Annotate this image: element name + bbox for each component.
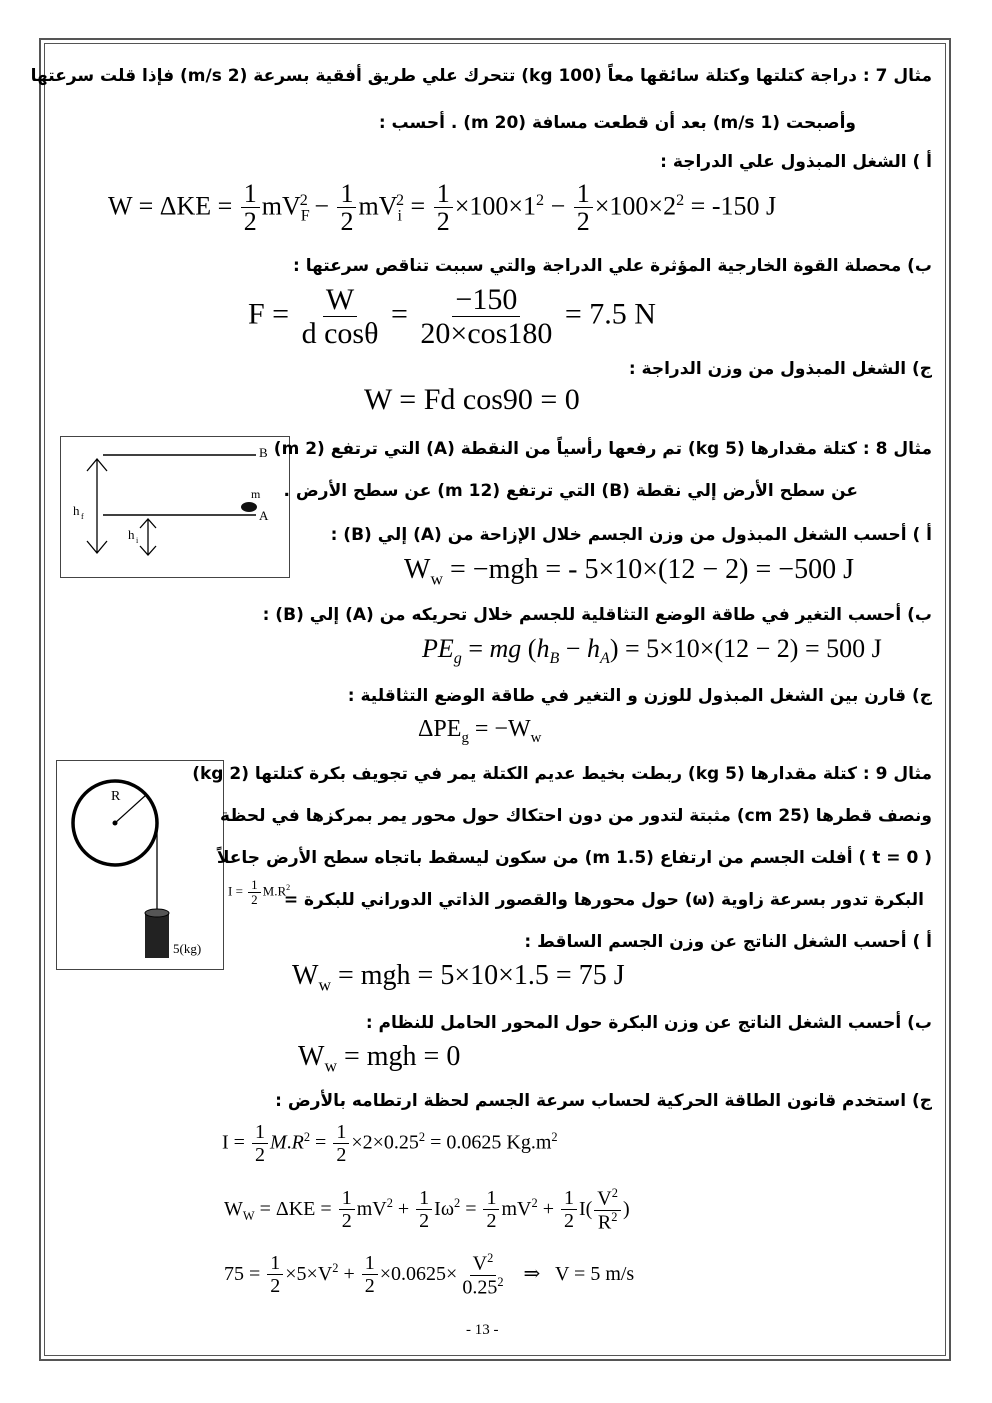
label-hf-sub: f	[81, 512, 84, 521]
ex7-equation-b: F = $\frac{W}{\text{d cosθ}}$ = $\frac{-150}{20\times\cos 180}$ = 7.5 N	[248, 283, 656, 350]
ex9-question-a: أ ) أحسب الشغل الناتج عن وزن الجسم الساقط :	[524, 932, 932, 952]
ex8-question-c: ج) قارن بين الشغل المبذول للوزن و التغير في طاقة الوضع التثاقلية :	[347, 686, 932, 706]
ex9-line4: البكرة تدور بسرعة زاوية (ω) حول محورها والقصور الذاتي الدوراني للبكرة =	[283, 890, 924, 910]
ex9-question-c: ج) استخدم قانون الطاقة الحركية لحساب سرعة الجسم لحظة ارتطامه بالأرض :	[275, 1091, 932, 1111]
ex9-line1: مثال 9 : كتلة مقدارها (5 kg) ربطت بخيط عديم الكتلة يمر في تجويف بكرة كتلتها (2 kg)	[192, 764, 932, 784]
pulley-diagram	[57, 761, 222, 968]
page-number: - 13 -	[466, 1322, 499, 1338]
ex7-question-b: ب) محصلة القوة الخارجية المؤثرة علي الدراجة والتي سببت تناقص سرعتها :	[292, 256, 932, 276]
ex8-figure	[60, 436, 290, 578]
label-hf: h	[73, 503, 80, 518]
hanging-mass	[145, 913, 169, 958]
ex9-equation-b: $W_w$ = mgh = 0	[298, 1041, 461, 1076]
ex8-equation-b: $PE_g$ = mg $(h_B - h_A) = 5\times 10\times(12 - 2) = 500$ J	[422, 634, 882, 668]
label-m: m	[251, 487, 261, 501]
ex7-line1: مثال 7 : دراجة كتلتها وكتلة سائقها معاً (100 kg) تتحرك علي طريق أفقية بسرعة (2 m/s) فإذا قلت سرعتها	[30, 66, 932, 86]
label-mass: 5(kg)	[173, 941, 202, 956]
ex7-equation-a: W = ΔKE = $\frac{1}{2}$ $mV_F^2$ − $\frac{1}{2}$ $mV_i^2$ = $\frac{1}{2}$ $\times 100\times 1^2$ − $\frac{1}{2}$ $\times 100\times 2^2 = -150$ J	[108, 179, 777, 237]
ex7-question-a: أ ) الشغل المبذول علي الدراجة :	[660, 152, 932, 172]
ex9-line2: ونصف قطرها (25 cm) مثبتة لتدور من دون احتكاك حول محور يمر بمركزها في لحظة	[220, 806, 932, 826]
mass-dot	[241, 502, 257, 512]
ex9-line3: ( t = 0 ) أفلت الجسم من ارتفاع (1.5 m) من سكون ليسقط باتجاه سطح الأرض جاعلاً	[216, 848, 932, 868]
ex8-equation-a: $W_w = -mgh$ = - 5×10×(12 − 2) = −500 J	[404, 554, 854, 589]
ex8-equation-c: $\Delta PE_g = -W_w$	[418, 716, 542, 746]
ex8-line1: مثال 8 : كتلة مقدارها (5 kg) تم رفعها رأسياً من النقطة (A) التي ترتفع (2 m)	[273, 439, 932, 459]
label-a: A	[259, 508, 269, 523]
height-diagram	[61, 437, 288, 576]
ex9-question-b: ب) أحسب الشغل الناتج عن وزن البكرة حول المحور الحامل للنظام :	[365, 1013, 932, 1033]
ex7-question-c: ج) الشغل المبذول من وزن الدراجة :	[628, 359, 932, 379]
ex9-figure	[56, 760, 224, 970]
ex9-equation-inertia: I = $\frac{1}{2}$ $M.R^2$ = $\frac{1}{2}$ $\times 2\times 0.25^2 = 0.0625$ $Kg.m^2$	[222, 1121, 558, 1166]
ex8-question-b: ب) أحسب التغير في طاقة الوضع التثاقلية للجسم خلال تحريكه من (A) إلي (B) :	[262, 605, 932, 625]
label-r: R	[111, 789, 121, 804]
ex8-line2: عن سطح الأرض إلي نقطة (B) التي ترتفع (12 m) عن سطح الأرض .	[283, 481, 858, 501]
ex7-equation-c: W = Fd cos90 = 0	[364, 383, 580, 416]
ex7-line2: وأصبحت (1 m/s) بعد أن قطعت مسافة (20 m) . أحسب :	[378, 113, 856, 133]
ex9-inertia-formula: I = $\frac{1}{2}$ $M.R^2$	[228, 877, 291, 907]
ex9-equation-a: $W_w$ = mgh = 5×10×1.5 = 75 J	[292, 960, 625, 995]
ex8-question-a: أ ) أحسب الشغل المبذول من وزن الجسم خلال الإزاحة من (A) إلي (B) :	[330, 525, 932, 545]
ex9-equation-final: 75 = $\frac{1}{2}$ $\times 5\times V^2$ + $\frac{1}{2}$ ×0.0625× $\frac{V^2}{0.25^2}$ ⇒ V = 5 m/s	[224, 1251, 635, 1299]
label-b: B	[259, 445, 268, 460]
label-hi-sub: i	[136, 536, 139, 545]
label-hi: h	[128, 527, 135, 542]
ex9-equation-energy: $W_W = \Delta KE$ = $\frac{1}{2}$ $mV^2$ + $\frac{1}{2}$ $I\omega^2$ = $\frac{1}{2}$ $mV^2$ + $\frac{1}{2}$ I( $\frac{V^2}{R^2}$ )	[224, 1186, 630, 1234]
